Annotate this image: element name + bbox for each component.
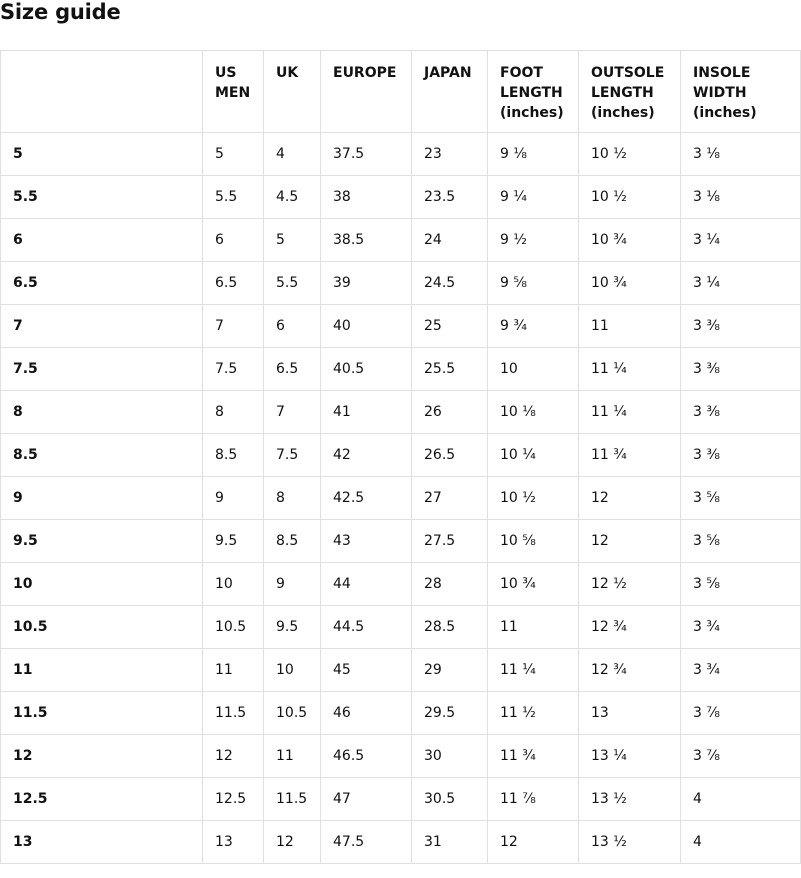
table-cell: 10.5 bbox=[203, 606, 264, 649]
table-cell: 44 bbox=[321, 563, 412, 606]
table-cell: 10 bbox=[203, 563, 264, 606]
table-cell: 8.5 bbox=[264, 520, 321, 563]
table-cell: 12.5 bbox=[203, 778, 264, 821]
table-cell: 13 ½ bbox=[579, 778, 681, 821]
table-cell: 3 ⅜ bbox=[681, 391, 801, 434]
size-label-cell: 10.5 bbox=[1, 606, 203, 649]
table-row bbox=[1, 735, 801, 778]
size-label-cell: 7 bbox=[1, 305, 203, 348]
table-cell: 11 bbox=[579, 305, 681, 348]
table-cell: 3 ⅜ bbox=[681, 348, 801, 391]
table-cell: 3 ⅛ bbox=[681, 133, 801, 176]
table-cell: 9 ¼ bbox=[488, 176, 579, 219]
table-cell: 11 ¼ bbox=[579, 348, 681, 391]
table-row bbox=[1, 305, 801, 348]
table-cell: 4 bbox=[264, 133, 321, 176]
size-label-cell: 6 bbox=[1, 219, 203, 262]
size-table-header bbox=[1, 51, 801, 133]
header-row bbox=[1, 51, 801, 133]
table-cell: 3 ¼ bbox=[681, 262, 801, 305]
table-cell: 11 ¼ bbox=[579, 391, 681, 434]
table-cell: 29 bbox=[412, 649, 488, 692]
table-cell: 40 bbox=[321, 305, 412, 348]
table-cell: 9 ⅝ bbox=[488, 262, 579, 305]
table-cell: 3 ⅞ bbox=[681, 692, 801, 735]
table-cell: 10 bbox=[264, 649, 321, 692]
table-cell: 12 ¾ bbox=[579, 649, 681, 692]
table-cell: 23 bbox=[412, 133, 488, 176]
table-cell: 26 bbox=[412, 391, 488, 434]
size-label-cell: 7.5 bbox=[1, 348, 203, 391]
table-cell: 7.5 bbox=[264, 434, 321, 477]
table-cell: 4 bbox=[681, 778, 801, 821]
size-label-cell: 10 bbox=[1, 563, 203, 606]
size-label-cell: 5.5 bbox=[1, 176, 203, 219]
table-cell: 29.5 bbox=[412, 692, 488, 735]
table-cell: 46 bbox=[321, 692, 412, 735]
table-cell: 10 ¼ bbox=[488, 434, 579, 477]
table-cell: 27.5 bbox=[412, 520, 488, 563]
table-row bbox=[1, 348, 801, 391]
table-cell: 41 bbox=[321, 391, 412, 434]
table-cell: 30.5 bbox=[412, 778, 488, 821]
table-cell: 3 ⅝ bbox=[681, 477, 801, 520]
size-label-cell: 8 bbox=[1, 391, 203, 434]
table-cell: 46.5 bbox=[321, 735, 412, 778]
table-cell: 10 ½ bbox=[488, 477, 579, 520]
table-cell: 24.5 bbox=[412, 262, 488, 305]
size-label-cell: 5 bbox=[1, 133, 203, 176]
table-cell: 12 ¾ bbox=[579, 606, 681, 649]
table-row bbox=[1, 520, 801, 563]
table-cell: 30 bbox=[412, 735, 488, 778]
column-header: UK bbox=[264, 51, 321, 133]
table-cell: 11 bbox=[203, 649, 264, 692]
table-cell: 11 ¾ bbox=[488, 735, 579, 778]
table-cell: 3 ¼ bbox=[681, 219, 801, 262]
column-header: JAPAN bbox=[412, 51, 488, 133]
table-cell: 9 ⅛ bbox=[488, 133, 579, 176]
table-cell: 23.5 bbox=[412, 176, 488, 219]
table-cell: 10 bbox=[488, 348, 579, 391]
table-cell: 42.5 bbox=[321, 477, 412, 520]
table-row bbox=[1, 821, 801, 864]
table-cell: 8 bbox=[203, 391, 264, 434]
table-cell: 9 ¾ bbox=[488, 305, 579, 348]
table-cell: 43 bbox=[321, 520, 412, 563]
table-cell: 11 bbox=[488, 606, 579, 649]
table-cell: 6.5 bbox=[264, 348, 321, 391]
column-header-size bbox=[1, 51, 203, 133]
table-row bbox=[1, 219, 801, 262]
table-cell: 6.5 bbox=[203, 262, 264, 305]
size-label-cell: 9.5 bbox=[1, 520, 203, 563]
table-cell: 10 ⅛ bbox=[488, 391, 579, 434]
size-label-cell: 11 bbox=[1, 649, 203, 692]
table-cell: 7.5 bbox=[203, 348, 264, 391]
table-cell: 39 bbox=[321, 262, 412, 305]
size-label-cell: 11.5 bbox=[1, 692, 203, 735]
table-row bbox=[1, 778, 801, 821]
table-cell: 9 bbox=[203, 477, 264, 520]
size-table-body bbox=[1, 133, 801, 864]
table-cell: 11 bbox=[264, 735, 321, 778]
table-cell: 13 bbox=[203, 821, 264, 864]
table-row bbox=[1, 434, 801, 477]
table-cell: 13 ¼ bbox=[579, 735, 681, 778]
table-cell: 3 ⅜ bbox=[681, 305, 801, 348]
table-cell: 38.5 bbox=[321, 219, 412, 262]
table-cell: 3 ¾ bbox=[681, 606, 801, 649]
size-label-cell: 9 bbox=[1, 477, 203, 520]
table-cell: 6 bbox=[264, 305, 321, 348]
table-cell: 10 ¾ bbox=[488, 563, 579, 606]
table-cell: 28.5 bbox=[412, 606, 488, 649]
table-cell: 11.5 bbox=[203, 692, 264, 735]
table-cell: 3 ⅞ bbox=[681, 735, 801, 778]
table-cell: 28 bbox=[412, 563, 488, 606]
table-cell: 12 bbox=[488, 821, 579, 864]
table-cell: 3 ⅜ bbox=[681, 434, 801, 477]
table-cell: 9.5 bbox=[264, 606, 321, 649]
table-row bbox=[1, 477, 801, 520]
table-cell: 47.5 bbox=[321, 821, 412, 864]
table-row bbox=[1, 133, 801, 176]
table-cell: 47 bbox=[321, 778, 412, 821]
size-table-container[interactable] bbox=[0, 50, 757, 878]
size-label-cell: 6.5 bbox=[1, 262, 203, 305]
table-cell: 11.5 bbox=[264, 778, 321, 821]
table-cell: 8.5 bbox=[203, 434, 264, 477]
size-label-cell: 13 bbox=[1, 821, 203, 864]
size-label-cell: 8.5 bbox=[1, 434, 203, 477]
table-cell: 11 ½ bbox=[488, 692, 579, 735]
size-label-cell: 12 bbox=[1, 735, 203, 778]
table-cell: 37.5 bbox=[321, 133, 412, 176]
table-cell: 12 bbox=[203, 735, 264, 778]
table-cell: 11 ¾ bbox=[579, 434, 681, 477]
table-cell: 7 bbox=[264, 391, 321, 434]
table-cell: 4.5 bbox=[264, 176, 321, 219]
table-cell: 24 bbox=[412, 219, 488, 262]
table-cell: 25.5 bbox=[412, 348, 488, 391]
table-cell: 10 ⅝ bbox=[488, 520, 579, 563]
table-cell: 3 ⅝ bbox=[681, 563, 801, 606]
table-cell: 5.5 bbox=[203, 176, 264, 219]
table-cell: 26.5 bbox=[412, 434, 488, 477]
column-header: EUROPE bbox=[321, 51, 412, 133]
column-header: INSOLE WIDTH (inches) bbox=[681, 51, 801, 133]
table-cell: 5 bbox=[264, 219, 321, 262]
table-cell: 45 bbox=[321, 649, 412, 692]
table-cell: 31 bbox=[412, 821, 488, 864]
table-cell: 12 bbox=[264, 821, 321, 864]
column-header: OUTSOLE LENGTH (inches) bbox=[579, 51, 681, 133]
page-title: Size guide bbox=[0, 0, 121, 24]
table-cell: 4 bbox=[681, 821, 801, 864]
table-cell: 11 ¼ bbox=[488, 649, 579, 692]
table-cell: 44.5 bbox=[321, 606, 412, 649]
column-header: FOOT LENGTH (inches) bbox=[488, 51, 579, 133]
table-row bbox=[1, 563, 801, 606]
table-cell: 38 bbox=[321, 176, 412, 219]
table-row bbox=[1, 262, 801, 305]
table-cell: 9 ½ bbox=[488, 219, 579, 262]
table-cell: 13 ½ bbox=[579, 821, 681, 864]
table-row bbox=[1, 391, 801, 434]
table-cell: 10 ½ bbox=[579, 133, 681, 176]
table-cell: 13 bbox=[579, 692, 681, 735]
table-cell: 12 bbox=[579, 477, 681, 520]
table-cell: 9 bbox=[264, 563, 321, 606]
table-cell: 12 bbox=[579, 520, 681, 563]
table-cell: 27 bbox=[412, 477, 488, 520]
column-header: US MEN bbox=[203, 51, 264, 133]
table-row bbox=[1, 692, 801, 735]
size-label-cell: 12.5 bbox=[1, 778, 203, 821]
table-row bbox=[1, 606, 801, 649]
table-cell: 8 bbox=[264, 477, 321, 520]
table-cell: 3 ¾ bbox=[681, 649, 801, 692]
table-cell: 5 bbox=[203, 133, 264, 176]
table-cell: 5.5 bbox=[264, 262, 321, 305]
table-cell: 10.5 bbox=[264, 692, 321, 735]
table-cell: 11 ⅞ bbox=[488, 778, 579, 821]
table-cell: 3 ⅝ bbox=[681, 520, 801, 563]
size-table bbox=[0, 50, 801, 864]
table-cell: 6 bbox=[203, 219, 264, 262]
table-cell: 12 ½ bbox=[579, 563, 681, 606]
table-cell: 10 ½ bbox=[579, 176, 681, 219]
table-cell: 10 ¾ bbox=[579, 219, 681, 262]
table-row bbox=[1, 176, 801, 219]
table-row bbox=[1, 649, 801, 692]
table-cell: 3 ⅛ bbox=[681, 176, 801, 219]
table-cell: 7 bbox=[203, 305, 264, 348]
table-cell: 25 bbox=[412, 305, 488, 348]
table-cell: 10 ¾ bbox=[579, 262, 681, 305]
table-cell: 42 bbox=[321, 434, 412, 477]
table-cell: 9.5 bbox=[203, 520, 264, 563]
table-cell: 40.5 bbox=[321, 348, 412, 391]
